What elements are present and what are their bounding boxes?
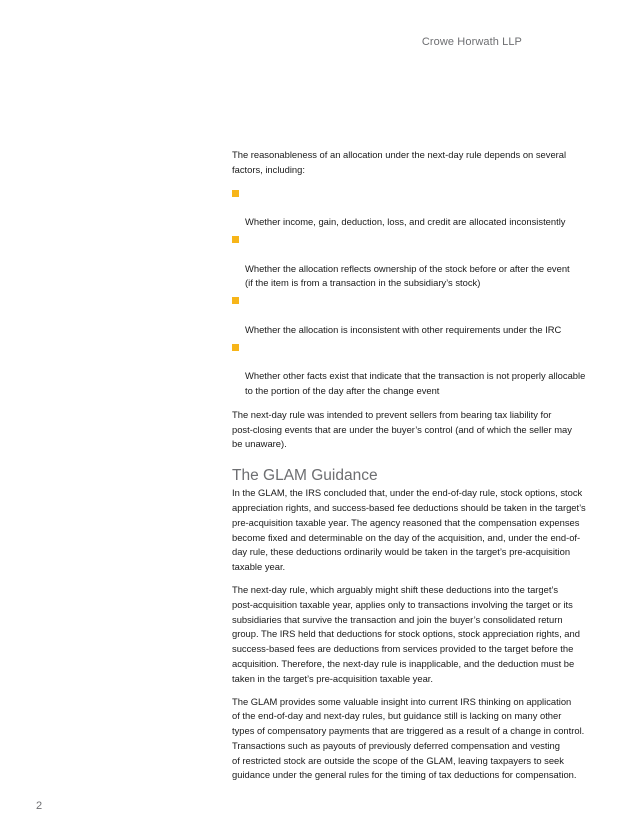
list-item-text: Whether other facts exist that indicate that the transaction is not properly allocable to the portion of the day after the change event (245, 370, 586, 396)
next-day-rule-paragraph: The next-day rule was intended to prevent sellers from bearing tax liability for post-closing events that are under the buyer’s control (and of which the seller may be unaware). (232, 408, 572, 450)
glam-paragraph-1: In the GLAM, the IRS concluded that, under the end-of-day rule, stock options, stock appreciation rights, and success-based fee deductions should be taken in the target’s pre-acquisition taxable year. The agency reasoned that the compensation expenses become fixed and determinable on the day of the acquisition, and, under the end-of- day rule, these deductions ordinarily would be taken in the target’s pre-acquisition taxable year. (232, 487, 586, 573)
bullet-square-icon (232, 190, 239, 197)
glam-paragraph-3: The GLAM provides some valuable insight into current IRS thinking on application of the end-of-day and next-day rules, but guidance still is lacking on many other types of compensatory payments that are triggered as a result of a change in control. Transactions such as payouts of previously deferred compensation and vesting of restricted stock are outside the scope of the GLAM, leaving taxpayers to seek guidance under the general rules for the timing of tax deductions for compensation. (232, 695, 585, 781)
list-item (232, 232, 602, 291)
page-number: 2 (36, 800, 43, 812)
list-item (232, 293, 602, 337)
bullet-square-icon (232, 344, 239, 351)
list-item-text: Whether the allocation is inconsistent with other requirements under the IRC (245, 323, 562, 335)
list-item (232, 186, 602, 230)
article-body (232, 148, 602, 791)
glam-paragraph-2: The next-day rule, which arguably might shift these deductions into the target’s post-acquisition taxable year, applies only to transactions involving the target or its subsidiaries that survive the transaction and join the buyer’s consolidated return group. The IRS held that deductions for stock options, stock appreciation rights, and success-based fees are deductions from services provided to the target before the acquisition. Therefore, the next-day rule is inapplicable, and the deduction must be taken in the target’s pre-acquisition taxable year. (232, 583, 580, 684)
list-item-text: Whether the allocation reflects ownership of the stock before or after the event (if the item is from a transaction in the subsidiary’s stock) (245, 262, 570, 289)
bullet-square-icon (232, 236, 239, 243)
header-firm-name: Crowe Horwath LLP (421, 36, 522, 48)
bullet-square-icon (232, 297, 239, 304)
list-item-text: Whether income, gain, deduction, loss, and credit are allocated inconsistently (245, 216, 566, 228)
list-item (232, 340, 602, 399)
section-heading: The GLAM Guidance (232, 467, 378, 485)
intro-paragraph: The reasonableness of an allocation under the next-day rule depends on several factors, including: (232, 149, 567, 175)
factors-list (232, 186, 602, 399)
